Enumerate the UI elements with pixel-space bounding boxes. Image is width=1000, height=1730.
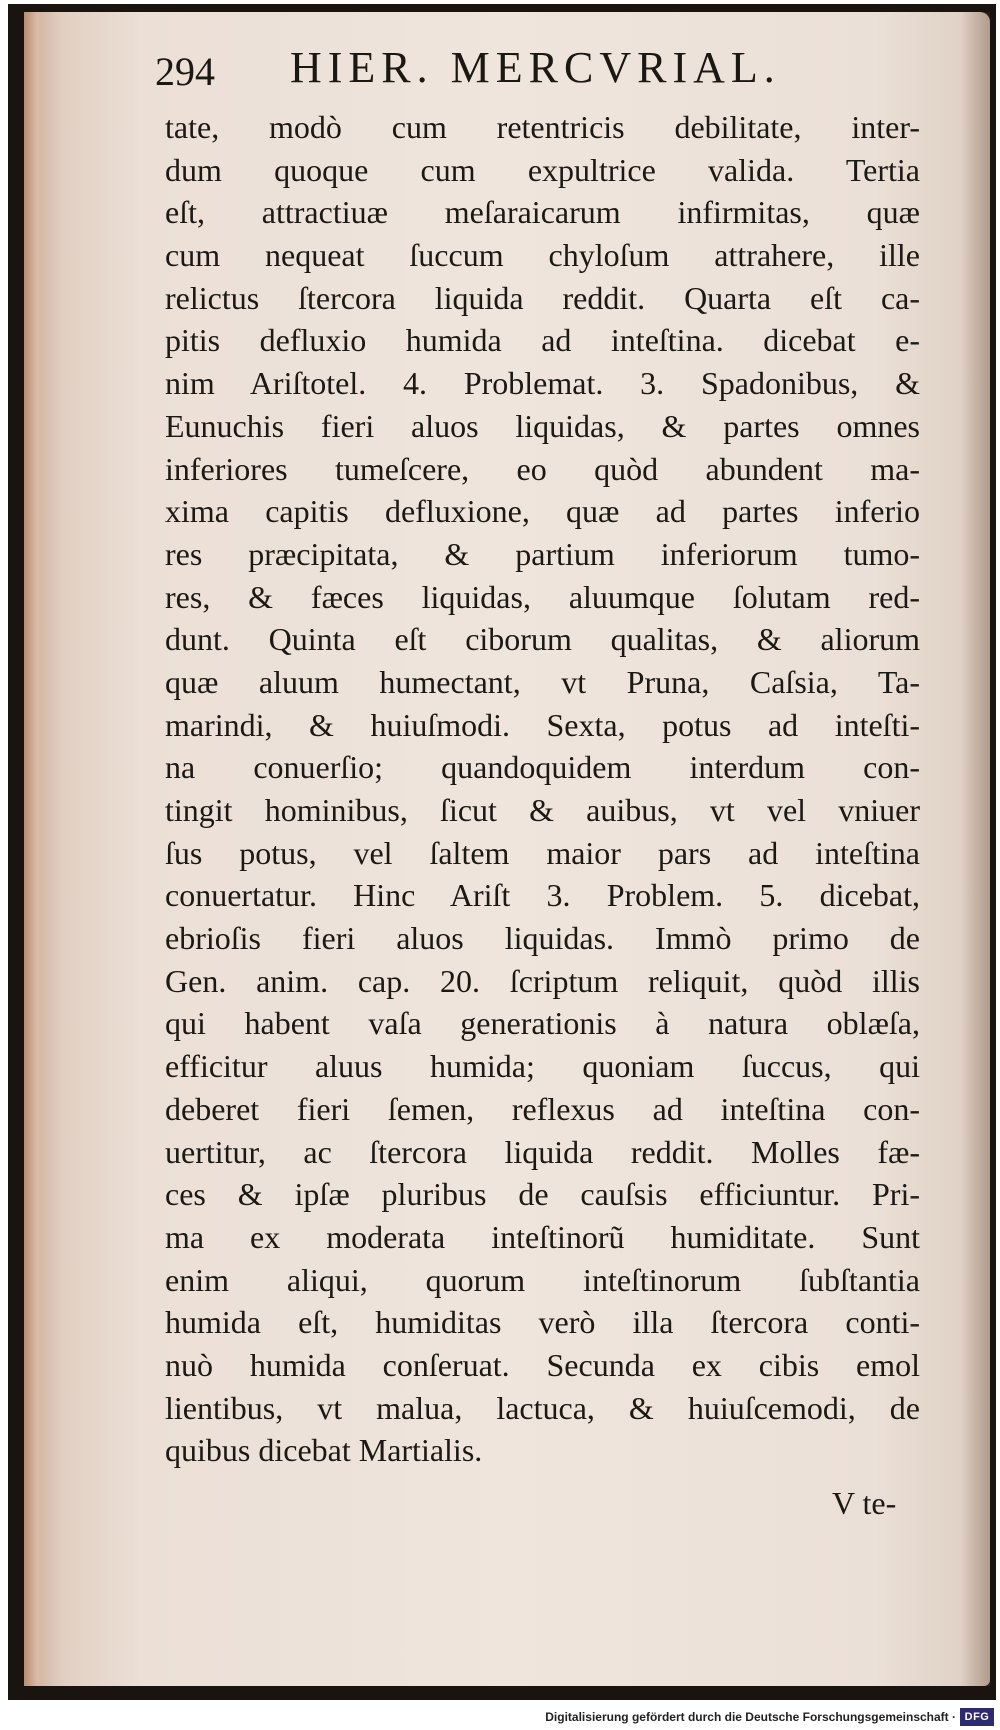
- text-line: eſt, attractiuæ meſaraicarum infirmitas, quæ: [165, 194, 920, 231]
- text-line: nuò humida conſeruat. Secunda ex cibis emol: [165, 1346, 920, 1383]
- text-line: dum quoque cum expultrice valida. Tertia: [165, 151, 920, 188]
- text-line: na conuerſio; quandoquidem interdum con-: [165, 749, 920, 786]
- text-line: res, & fæces liquidas, aluumque ſolutam red-: [165, 578, 920, 615]
- text-line: res præcipitata, & partium inferiorum tumo-: [165, 535, 920, 572]
- page-header: [155, 42, 835, 102]
- catchword: V te-: [832, 1485, 897, 1521]
- leaf-edge: [24, 12, 46, 1686]
- digitization-footer: [0, 1706, 1000, 1730]
- text-line: ſus potus, vel ſaltem maior pars ad inteſtina: [165, 834, 920, 871]
- gutter-shadow: [960, 12, 990, 1686]
- text-line: ma ex moderata inteſtinorũ humiditate. Sunt: [165, 1218, 920, 1255]
- dfg-logo: DFG: [960, 1708, 994, 1726]
- text-line: xima capitis defluxione, quæ ad partes inferio: [165, 493, 920, 530]
- text-line: inferiores tumeſcere, eo quòd abundent ma-: [165, 450, 920, 487]
- text-line: tate, modò cum retentricis debilitate, inter-: [165, 109, 920, 145]
- page-number: 294: [155, 49, 215, 94]
- text-line: conuertatur. Hinc Ariſt 3. Problem. 5. dicebat,: [165, 877, 920, 914]
- text-line: lientibus, vt malua, lactuca, & huiuſcemodi, de: [165, 1389, 920, 1426]
- text-line: nim Ariſtotel. 4. Problemat. 3. Spadonibus, &: [165, 365, 920, 402]
- text-line: Gen. anim. cap. 20. ſcriptum reliquit, quòd illis: [165, 962, 920, 999]
- text-line: dunt. Quinta eſt ciborum qualitas, & aliorum: [165, 621, 920, 658]
- text-line: deberet fieri ſemen, reflexus ad inteſtina con-: [165, 1090, 920, 1127]
- text-line: quibus dicebat Martialis.: [165, 1432, 483, 1469]
- text-line: qui habent vaſa generationis à natura oblæſa,: [165, 1005, 920, 1042]
- text-line: marindi, & huiuſmodi. Sexta, potus ad inteſti-: [165, 706, 920, 743]
- funding-credit: Digitalisierung gefördert durch die Deutsche Forschungsgemeinschaft ·: [545, 1710, 956, 1724]
- text-line: uertitur, ac ſtercora liquida reddit. Molles fæ-: [165, 1133, 920, 1170]
- text-line: ebrioſis fieri aluos liquidas. Immò primo de: [165, 920, 920, 957]
- text-line: Eunuchis fieri aluos liquidas, & partes omnes: [165, 407, 920, 444]
- text-line: efficitur aluus humida; quoniam ſuccus, qui: [165, 1048, 920, 1085]
- text-line: humida eſt, humiditas verò illa ſtercora conti-: [165, 1304, 920, 1341]
- running-head: HIER. MERCVRIAL.: [290, 43, 781, 92]
- text-line: quæ aluum humectant, vt Pruna, Caſsia, Ta-: [165, 663, 920, 700]
- text-line: enim aliqui, quorum inteſtinorum ſubſtantia: [165, 1261, 920, 1298]
- text-line: cum nequeat ſuccum chyloſum attrahere, ille: [165, 237, 920, 274]
- text-line: pitis defluxio humida ad inteſtina. dicebat e-: [165, 322, 920, 359]
- body-text: [165, 106, 920, 1472]
- text-line: ces & ipſæ pluribus de cauſsis efficiuntur. Pri-: [165, 1176, 920, 1213]
- text-line: tingit hominibus, ſicut & auibus, vt vel vniuer: [165, 792, 920, 828]
- text-line: relictus ſtercora liquida reddit. Quarta eſt ca-: [165, 279, 920, 316]
